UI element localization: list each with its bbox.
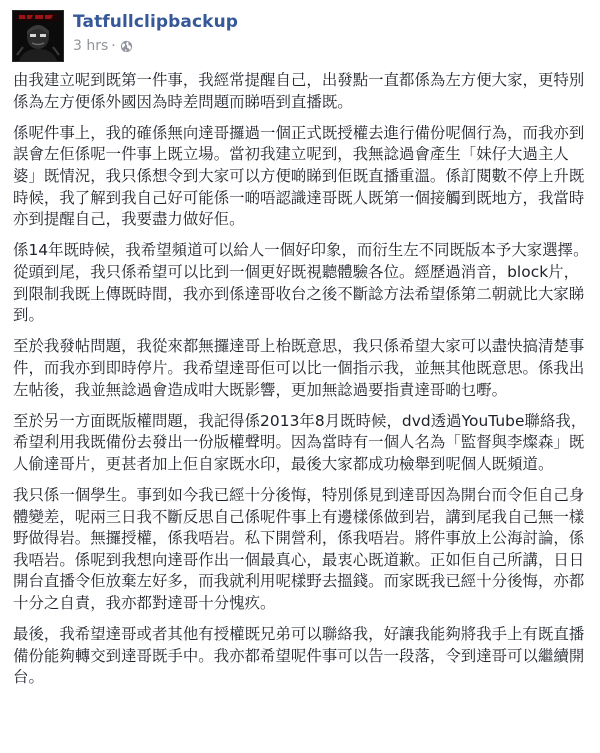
meta-separator: · <box>111 38 116 54</box>
post-meta <box>73 38 133 54</box>
post-paragraph: 至於另一方面既版權問題，我記得係2013年8月既時候，dvd透過YouTube聯絡我，希望利用我既備份去發出一份版權聲明。因為當時有一個人名為「監督與李燦森」既人偷達哥片，更甚者加上佢自家既水印，最後大家都成功檢舉到呢個人既頻道。 <box>13 411 587 473</box>
post-body <box>13 70 591 699</box>
avatar[interactable] <box>12 10 64 62</box>
post-paragraph: 係呢件事上，我的確係無向達哥攞過一個正式既授權去進行備份呢個行為，而我亦到誤會左佢係呢一件事上既立場。當初我建立呢到，我無諗過會產生「妹仔大過主人婆」既情況，我只係想令到大家可以方便啲睇到佢既直播重溫。係訂閱數不停上升既時候，我了解到我自己好可能係一啲唔認識達哥既人既第一個接觸到既地方，我當時亦到提醒自己，我要盡力做好佢。 <box>13 123 585 229</box>
post-header <box>12 10 582 62</box>
avatar-image <box>13 11 63 61</box>
post-paragraph: 由我建立呢到既第一件事，我經常提醒自己，出發點一直都係為左方便大家，更特別係為左方便係外國因為時差問題而睇唔到直播既。 <box>13 71 585 111</box>
post-paragraph: 最後，我希望達哥或者其他有授權既兄弟可以聯絡我，好讓我能夠將我手上有既直播備份能夠轉交到達哥既手中。我亦都希望呢件事可以告一段落，令到達哥可以繼續開台。 <box>13 625 585 687</box>
author-name-link[interactable]: Tatfullclipbackup <box>73 12 239 32</box>
post-paragraph: 至於我發帖問題，我從來都無攞達哥上枱既意思，我只係希望大家可以盡快搞清楚事件，而我亦到即時停片。我希望達哥佢可以比一個指示我，並無其他既意思。係我出左帖後，我並無諗過會造成咁大既影響，更加無諗過要指責達哥啲乜嘢。 <box>13 337 585 399</box>
post-paragraph: 我只係一個學生。事到如今我已經十分後悔，特別係見到達哥因為開台而令佢自己身體變差，呢兩三日我不斷反思自己係呢件事上有邊樣係做到岩，講到尾我自己無一樣野做得岩。無攞授權，係我唔岩。私下開營利，係我唔岩。將件事放上公海討論，係我唔岩。係呢到我想向達哥作出一個最真心，最衷心既道歉。正如佢自己所講，日日開台直播令佢放棄左好多，而我就利用呢樣野去搵錢。而家既我已經十分後悔，亦都十分之自責，我亦都對達哥十分愧疚。 <box>13 486 585 613</box>
post-timestamp-link[interactable]: 3 hrs <box>73 38 109 54</box>
globe-icon[interactable] <box>120 40 133 53</box>
post-paragraph: 係14年既時候，我希望頻道可以給人一個好印象，而衍生左不同既版本予大家選擇。從頭到尾，我只係希望可以比到一個更好既視聽體驗各位。經歷過消音，block片，到限制我既上傳既時間，我亦到係達哥收台之後不斷諗方法希望係第二朝就比大家睇到。 <box>13 241 589 325</box>
